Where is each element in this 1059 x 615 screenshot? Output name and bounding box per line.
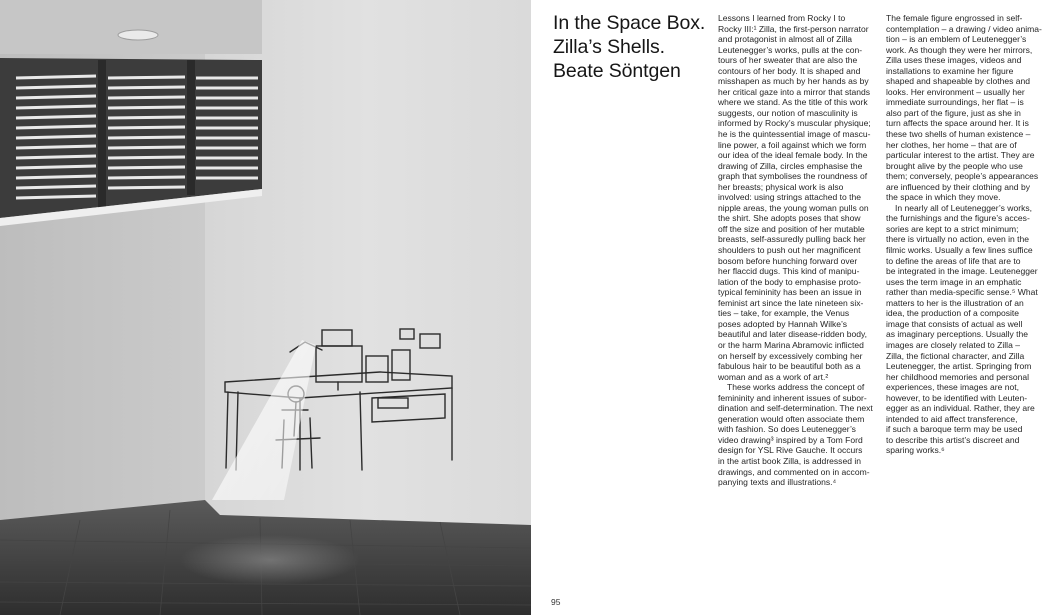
text-line: feminist art since the late nineteen six-: [718, 297, 864, 308]
text-line: Zilla, the fictional character, and Zilla: [886, 350, 1025, 361]
text-line: Rocky III:¹ Zilla, the first-person narrator: [718, 23, 869, 34]
title-line: In the Space Box.: [553, 12, 706, 34]
text-line: to describe this artist’s discreet and: [886, 434, 1020, 445]
author-name: Beate Söntgen: [553, 60, 681, 82]
text-line: tion – is an emblem of Leutenegger’s: [886, 34, 1027, 45]
text-column-2: [886, 13, 1049, 456]
text-line: These works address the concept of: [727, 382, 865, 393]
text-line: installations to examine her figure: [886, 65, 1014, 76]
text-line: informed by Rocky’s muscular physique;: [718, 118, 871, 129]
text-line: he is the quintessential image of mascu-: [718, 129, 871, 140]
text-line: our idea of the ideal female body. In the: [718, 150, 868, 161]
text-line: image that consists of actual as well: [886, 318, 1023, 329]
text-line: fabulous hair to be beautiful both as a: [718, 361, 861, 372]
text-line: to define the areas of life that are to: [886, 255, 1021, 266]
text-line: images are closely related to Zilla –: [886, 339, 1020, 350]
text-line: be integrated in the image. Leutenegger: [886, 266, 1038, 277]
text-line: matters to her is the illustration of an: [886, 297, 1024, 308]
text-line: design for YSL Rive Gauche. It occurs: [718, 445, 863, 456]
text-line: shaped and shapeable by clothes and: [886, 76, 1030, 87]
text-line: uses the term image in an emphatic: [886, 276, 1022, 287]
text-line: these two shells of human existence –: [886, 129, 1031, 140]
text-line: brought alive by the people who use: [886, 160, 1023, 171]
text-line: Leutenegger’s works, pulls at the con-: [718, 44, 863, 55]
text-line: The female figure engrossed in self-: [886, 13, 1023, 23]
text-line: immediate surroundings, her flat – is: [886, 97, 1024, 108]
text-line: her childhood memories and personal: [886, 371, 1030, 382]
text-line: looks. Her environment – usually her: [886, 86, 1025, 97]
text-line: drawing of Zilla, circles emphasise the: [718, 160, 863, 171]
text-line: egger as an individual. Rather, they are: [886, 403, 1035, 414]
text-line: ties – take, for example, the Venus: [718, 308, 850, 319]
text-line: Leutenegger, the artist. Springing from: [886, 361, 1032, 372]
text-line: off the size and position of her mutable: [718, 223, 865, 234]
text-line: panying texts and illustrations.⁴: [718, 477, 837, 488]
text-line: sparing works.⁶: [886, 445, 945, 456]
text-line: her breasts; physical work is also: [718, 181, 844, 192]
text-line: idea, the production of a composite: [886, 308, 1020, 319]
text-line: video drawing³ inspired by a Tom Ford: [718, 434, 863, 445]
text-line: are influenced by their clothing and by: [886, 181, 1030, 192]
page-number: 95: [551, 597, 561, 607]
text-line: her flaccid dugs. This kind of manipu-: [718, 266, 860, 277]
title-line: Zilla’s Shells.: [553, 36, 665, 58]
text-line: as imaginary perceptions. Usually the: [886, 329, 1029, 340]
text-line: Lessons I learned from Rocky I to: [718, 13, 846, 23]
text-line: line power, a foil against which we form: [718, 139, 867, 150]
text-line: however, to be identified with Leuten-: [886, 392, 1028, 403]
text-line: filmic works. Usually a few lines suffice: [886, 245, 1033, 256]
text-column-1: [718, 13, 881, 488]
text-line: experiences, these images are not,: [886, 382, 1020, 393]
article-title: [553, 11, 723, 83]
text-line: turn affects the space around her. It is: [886, 118, 1029, 129]
text-line: bosom before hunching forward over: [718, 255, 858, 266]
text-line: or the harm Marina Abramovic inflicted: [718, 339, 864, 350]
text-line: sories are kept to a strict minimum;: [886, 223, 1019, 234]
text-line: particular interest to the artist. They are: [886, 150, 1035, 161]
text-line: femininity and inherent issues of subor-: [718, 392, 867, 403]
text-line: woman and as a work of art.²: [718, 371, 829, 382]
text-line: beautiful and later disease-ridden body,: [718, 329, 868, 340]
text-line: them; conversely, people’s appearances: [886, 171, 1039, 182]
text-line: lation of the body to emphasise proto-: [718, 276, 862, 287]
text-line: shoulders to push out her magnificent: [718, 245, 861, 256]
text-line: generation would often associate them: [718, 413, 865, 424]
text-line: misshapen as much by her hands as by: [718, 76, 869, 87]
text-line: and protagonist in almost all of Zilla: [718, 34, 852, 45]
text-line: typical femininity has been an issue in: [718, 287, 862, 298]
text-line: contemplation – a drawing / video anima-: [886, 23, 1042, 34]
text-line: rather than media-specific sense.⁵ What: [886, 287, 1038, 298]
text-line: if such a baroque term may be used: [886, 424, 1023, 435]
text-line: the shirt. She adopts poses that show: [718, 213, 861, 224]
text-line: with fashion. So does Leutenegger’s: [718, 424, 856, 435]
text-line: graph that symbolises the roundness of: [718, 171, 868, 182]
text-line: intended to aid affect transference,: [886, 413, 1018, 424]
text-line: her clothes, her home – that are of: [886, 139, 1017, 150]
text-line: breasts, self-assuredly pulling back her: [718, 234, 866, 245]
text-line: work. As though they were her mirrors,: [886, 44, 1033, 55]
text-line: tours of her sweater that are also the: [718, 55, 858, 66]
text-line: nipple areas, the young woman pulls on: [718, 202, 869, 213]
text-line: involved: using strings attached to the: [718, 192, 862, 203]
text-line: In nearly all of Leutenegger’s works,: [895, 202, 1032, 213]
text-line: there is virtually no action, even in the: [886, 234, 1030, 245]
text-line: her critical gaze into a mirror that stands: [718, 86, 871, 97]
text-line: on herself by excessively combing her: [718, 350, 863, 361]
text-line: the furnishings and the figure’s acces-: [886, 213, 1030, 224]
text-line: Zilla uses these images, videos and: [886, 55, 1022, 66]
article-page: [531, 0, 1059, 615]
text-line: poses adopted by Hannah Wilke’s: [718, 318, 848, 329]
text-line: drawings, and commented on in accom-: [718, 466, 870, 477]
text-line: where we stand. As the title of this work: [718, 97, 868, 108]
text-line: dination and self-determination. The next: [718, 403, 873, 414]
text-line: the space in which they move.: [886, 192, 1001, 203]
text-line: also part of the figure, just as she in: [886, 107, 1021, 118]
text-line: contours of her body. It is shaped and: [718, 65, 861, 76]
text-line: suggests, our notion of masculinity is: [718, 107, 858, 118]
text-line: in the artist book Zilla, is addressed in: [718, 455, 861, 466]
